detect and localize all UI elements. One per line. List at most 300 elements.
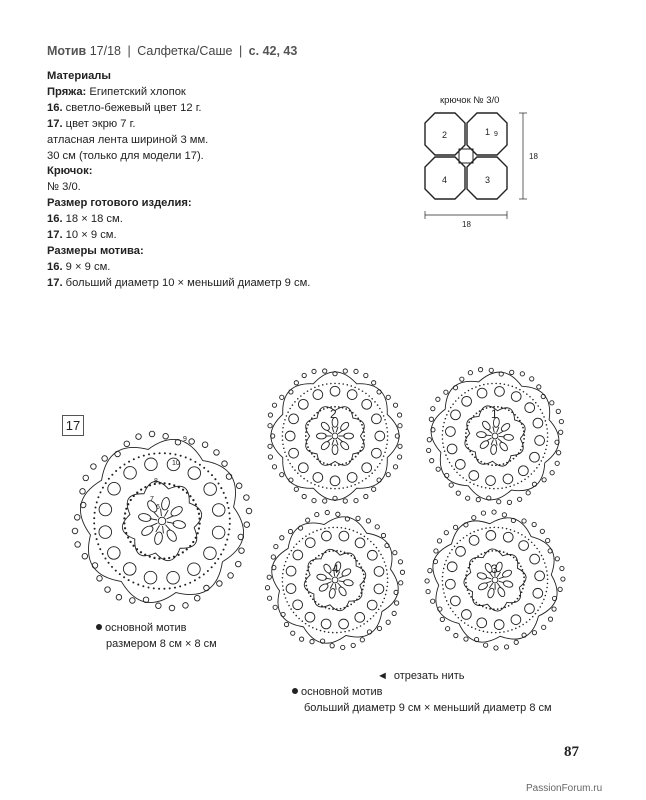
stitch-dot	[133, 495, 135, 497]
chain-loop	[462, 610, 472, 620]
chain-loop	[511, 615, 521, 625]
stitch-dot	[93, 522, 95, 524]
crochet-motif-1	[415, 356, 575, 516]
chain-loop	[188, 467, 201, 480]
stitch-dot	[345, 462, 347, 464]
stitch-dot	[526, 393, 528, 395]
picot	[386, 620, 390, 624]
arrow-left-icon: ◄	[377, 670, 388, 682]
width-label: 18	[462, 220, 471, 229]
stitch-dot	[464, 392, 466, 394]
stitch-dot	[367, 538, 369, 540]
stitch-dot	[482, 408, 484, 410]
round-number: 7	[150, 496, 154, 503]
chain-loop	[144, 571, 157, 584]
chain-loop	[347, 390, 357, 400]
picot	[444, 390, 448, 394]
stitch-dot	[475, 602, 477, 604]
stitch	[336, 440, 338, 446]
stitch-dot	[531, 473, 533, 475]
stitch-dot	[94, 533, 96, 535]
stitch-dot	[340, 608, 342, 610]
picot	[244, 522, 250, 528]
chain-loop	[108, 547, 121, 560]
stitch-dot	[386, 443, 388, 445]
text: 9 × 9 см.	[65, 260, 111, 273]
stitch-dot	[468, 593, 470, 595]
stitch-dot	[282, 585, 284, 587]
stitch-dot	[148, 586, 150, 588]
stitch-dot	[159, 452, 161, 454]
stitch-dot	[99, 491, 101, 493]
stitch-dot	[214, 562, 216, 564]
stitch-dot	[465, 574, 467, 576]
stitch	[493, 426, 494, 432]
stitch-dot	[345, 408, 347, 410]
picot	[532, 522, 536, 526]
stitch-dot	[445, 454, 447, 456]
stitch-dot	[495, 550, 497, 552]
stitch-dot	[198, 522, 200, 524]
picot	[149, 431, 155, 437]
picot	[398, 444, 402, 448]
picot	[537, 385, 541, 389]
stitch-dot	[375, 612, 377, 614]
stitch-dot	[445, 418, 447, 420]
stitch	[165, 525, 170, 531]
stitch-dot	[452, 403, 454, 405]
stitch-dot	[283, 448, 285, 450]
picot	[532, 631, 536, 635]
stitch-dot	[226, 502, 228, 504]
stitch-dot	[336, 608, 338, 610]
stitch-dot	[486, 407, 488, 409]
text: светло-бежевый цвет 12 г.	[65, 101, 202, 114]
chain-loop	[99, 526, 112, 539]
stitch-dot	[143, 455, 145, 457]
stitch-dot	[220, 553, 222, 555]
picot	[268, 444, 272, 448]
stitch-dot	[546, 424, 548, 426]
stitch-dot	[455, 614, 457, 616]
chain-loop	[321, 619, 331, 629]
picot	[115, 451, 121, 457]
stitch-dot	[442, 572, 444, 574]
stitch-dot	[378, 550, 380, 552]
stitch	[330, 583, 333, 588]
stitch-dot	[350, 385, 352, 387]
stitch-dot	[499, 550, 501, 552]
stitch-dot	[513, 458, 515, 460]
stitch-dot	[360, 592, 362, 594]
petal	[169, 505, 184, 518]
stitch-dot	[363, 431, 365, 433]
stitch-dot	[485, 487, 487, 489]
stitch-dot	[387, 431, 389, 433]
stitch-dot	[383, 415, 385, 417]
stitch-dot	[506, 528, 508, 530]
stitch-dot	[514, 530, 516, 532]
stitch-dot	[471, 454, 473, 456]
chain-loop	[305, 538, 315, 548]
stitch-dot	[541, 555, 543, 557]
stitch-dot	[510, 460, 512, 462]
picot	[183, 603, 189, 609]
stitch-dot	[519, 420, 521, 422]
num: 17.	[47, 229, 63, 242]
stitch-dot	[521, 481, 523, 483]
chain-loop	[374, 584, 384, 594]
stitch-dot	[362, 480, 364, 482]
picot	[377, 626, 381, 630]
picot	[105, 587, 111, 593]
picot	[204, 585, 210, 591]
stitch-dot	[546, 428, 548, 430]
picot	[228, 573, 234, 579]
stitch-dot	[536, 548, 538, 550]
picot	[214, 450, 220, 456]
stitch-dot	[385, 594, 387, 596]
stitch-dot	[493, 488, 495, 490]
height-label: 18	[529, 152, 538, 161]
stitch-dot	[217, 558, 219, 560]
stitch-dot	[286, 455, 288, 457]
stitch-dot	[479, 604, 481, 606]
stitch-dot	[320, 410, 322, 412]
stitch-dot	[546, 591, 548, 593]
stitch-dot	[344, 631, 346, 633]
motif-label-1: 1	[491, 407, 498, 421]
stitch-dot	[509, 486, 511, 488]
stitch-dot	[327, 463, 329, 465]
stitch-dot	[489, 608, 491, 610]
stitch-dot	[315, 557, 317, 559]
stitch-dot	[192, 499, 194, 501]
petal	[481, 420, 492, 431]
chain-loop	[503, 532, 513, 542]
stitch-dot	[473, 531, 475, 533]
stitch-dot	[514, 601, 516, 603]
chain-loop	[518, 466, 528, 476]
picot	[75, 542, 81, 548]
chain-loop	[289, 414, 299, 424]
stitch-dot	[499, 383, 501, 385]
stitch-dot	[467, 447, 469, 449]
stitch-dot	[543, 599, 545, 601]
stitch-dot	[338, 383, 340, 385]
stitch-dot	[169, 587, 171, 589]
stitch-dot	[477, 485, 479, 487]
picot	[440, 617, 444, 621]
stitch-dot	[540, 409, 542, 411]
picot	[274, 544, 278, 548]
stitch-dot	[303, 393, 305, 395]
picot	[306, 518, 310, 522]
stitch-dot	[325, 551, 327, 553]
stitch-dot	[195, 537, 197, 539]
stitch-dot	[466, 535, 468, 537]
chain-loop	[212, 504, 225, 517]
stitch-dot	[504, 383, 506, 385]
stitch-dot	[159, 482, 161, 484]
picot	[289, 390, 293, 394]
stitch-dot	[223, 492, 225, 494]
header-title: Салфетка/Саше	[137, 44, 233, 58]
outer-scallops	[272, 517, 398, 643]
stitch-dot	[282, 431, 284, 433]
stitch	[167, 516, 174, 519]
chain-loop	[339, 531, 349, 541]
stitch-dot	[300, 395, 302, 397]
stitch-dot	[163, 482, 165, 484]
stitch-dot	[355, 414, 357, 416]
stitch-dot	[285, 597, 287, 599]
stitch-dot	[342, 407, 344, 409]
stitch-dot	[223, 549, 225, 551]
stitch-dot	[373, 544, 375, 546]
stitch-dot	[499, 464, 501, 466]
petal	[318, 582, 329, 592]
stitch-dot	[442, 438, 444, 440]
stitch-dot	[316, 629, 318, 631]
stitch-dot	[356, 532, 358, 534]
stitch-dot	[547, 574, 549, 576]
stitch-dot	[96, 501, 98, 503]
stitch-dot	[182, 551, 184, 553]
stitch-dot	[136, 548, 138, 550]
petal	[337, 586, 347, 597]
stitch-dot	[477, 555, 479, 557]
stitch-dot	[458, 397, 460, 399]
center-ring	[332, 433, 338, 439]
stitch-dot	[195, 503, 197, 505]
picot	[478, 367, 482, 371]
num: 16.	[47, 213, 63, 226]
petal	[343, 579, 354, 587]
stitch	[327, 438, 332, 441]
stitch-dot	[547, 578, 549, 580]
stitch-dot	[357, 417, 359, 419]
stitch-dot	[477, 459, 479, 461]
stitch-dot	[442, 576, 444, 578]
petal	[320, 440, 331, 451]
stitch-dot	[298, 618, 300, 620]
num: 17.	[47, 276, 63, 289]
stitch-dot	[497, 608, 499, 610]
stitch-dot	[322, 486, 324, 488]
picot	[430, 458, 434, 462]
picot	[453, 386, 457, 390]
stitch-dot	[444, 450, 446, 452]
stitch-dot	[198, 527, 200, 529]
stitch-dot	[473, 415, 475, 417]
stitch-dot	[189, 582, 191, 584]
stitch-dot	[283, 569, 285, 571]
picot	[397, 413, 401, 417]
stitch-dot	[127, 536, 129, 538]
stitch-dot	[536, 467, 538, 469]
stitch-dot	[359, 450, 361, 452]
stitch-dot	[489, 527, 491, 529]
stitch	[496, 440, 497, 446]
stitch-dot	[327, 407, 329, 409]
stitch-dot	[306, 588, 308, 590]
stitch-dot	[528, 476, 530, 478]
picot	[530, 377, 534, 381]
picot	[393, 551, 397, 555]
picot	[386, 473, 390, 477]
chain-loop	[511, 392, 521, 402]
picot	[377, 478, 381, 482]
picot	[385, 543, 389, 547]
stitch-dot	[471, 626, 473, 628]
stitch-dot	[484, 552, 486, 554]
stitch-dot	[332, 608, 334, 610]
stitch-dot	[328, 527, 330, 529]
picot	[265, 586, 269, 590]
stitch-dot	[207, 570, 209, 572]
stitch-dot	[475, 628, 477, 630]
stitch-dot	[341, 527, 343, 529]
stitch-dot	[329, 550, 331, 552]
stitch-dot	[284, 565, 286, 567]
picot	[522, 519, 526, 523]
stitch-dot	[199, 464, 201, 466]
stitch-dot	[542, 412, 544, 414]
petal	[154, 531, 164, 545]
petal	[339, 440, 350, 451]
motif-pattern	[72, 431, 252, 611]
stitch-dot	[352, 458, 354, 460]
stitch-dot	[123, 522, 125, 524]
stitch-dot	[361, 446, 363, 448]
stitch-dot	[124, 463, 126, 465]
stitch-dot	[387, 435, 389, 437]
petal	[477, 582, 488, 592]
stitch-dot	[225, 497, 227, 499]
picot	[372, 381, 376, 385]
petal	[341, 567, 352, 577]
picot	[273, 605, 277, 609]
stitch-dot	[474, 558, 476, 560]
stitch-dot	[505, 487, 507, 489]
stitch-dot	[136, 491, 138, 493]
picot	[492, 510, 496, 514]
picot	[83, 475, 89, 481]
stitch-dot	[128, 461, 130, 463]
stitch-dot	[381, 411, 383, 413]
stitch-dot	[545, 566, 547, 568]
stitch-dot	[295, 615, 297, 617]
stitch-dot	[149, 484, 151, 486]
stitch-dot	[363, 623, 365, 625]
petal	[500, 422, 511, 433]
stitch-dot	[358, 595, 360, 597]
picot	[280, 395, 284, 399]
stitch-dot	[323, 408, 325, 410]
stitch-dot	[289, 463, 291, 465]
picot	[399, 581, 403, 585]
picot	[280, 473, 284, 477]
stitch-dot	[538, 464, 540, 466]
stitch-dot	[374, 469, 376, 471]
stitch-dot	[481, 486, 483, 488]
stitch-dot	[371, 472, 373, 474]
stitch-dot	[493, 527, 495, 529]
stitch	[335, 584, 336, 590]
chain-loop	[494, 620, 504, 630]
stitch-dot	[324, 528, 326, 530]
stitch-dot	[163, 588, 165, 590]
stitch-dot	[546, 570, 548, 572]
stitch-dot	[503, 631, 505, 633]
stitch	[163, 526, 164, 533]
stitch-dot	[229, 518, 231, 520]
stitch-dot	[309, 450, 311, 452]
stitch-dot	[464, 622, 466, 624]
picot	[561, 577, 565, 581]
picot	[532, 482, 536, 486]
chain-loop	[375, 431, 385, 441]
round-number: 6	[156, 504, 160, 511]
stitch-dot	[382, 557, 384, 559]
picot	[429, 417, 433, 421]
picot	[541, 394, 545, 398]
stitch-dot	[521, 591, 523, 593]
stitch-dot	[292, 466, 294, 468]
petal	[497, 586, 507, 597]
stitch-dot	[483, 384, 485, 386]
stitch-dot	[370, 618, 372, 620]
stitch-dot	[313, 456, 315, 458]
chain-loop	[446, 427, 456, 437]
header-motif: Мотив	[47, 44, 87, 58]
chain-loop	[535, 436, 545, 446]
picot	[235, 561, 241, 567]
stitch-dot	[353, 530, 355, 532]
stitch-dot	[524, 478, 526, 480]
chain-loop	[446, 579, 456, 589]
stitch-dot	[297, 398, 299, 400]
chain-loop	[145, 458, 158, 471]
stitch-dot	[326, 487, 328, 489]
text: 18 × 18 см.	[65, 213, 123, 226]
stitch-dot	[353, 601, 355, 603]
stitch-dot	[480, 553, 482, 555]
stitch-dot	[179, 585, 181, 587]
stitch-dot	[362, 589, 364, 591]
stitch-dot	[305, 435, 307, 437]
chain-loop	[293, 550, 303, 560]
stitch-dot	[158, 588, 160, 590]
stitch-dot	[385, 565, 387, 567]
stitch-dot	[320, 460, 322, 462]
motif-pattern	[426, 367, 563, 504]
stitch-dot	[308, 592, 310, 594]
chain-loop	[525, 604, 535, 614]
stitch-dot	[362, 428, 364, 430]
stitch-dot	[305, 577, 307, 579]
chain-loop	[462, 396, 472, 406]
stitch-dot	[93, 517, 95, 519]
stitch-dot	[282, 435, 284, 437]
picot	[80, 489, 86, 495]
stitch-dot	[288, 605, 290, 607]
stitch-dot	[466, 570, 468, 572]
stitch-dot	[336, 550, 338, 552]
stitch-dot	[465, 440, 467, 442]
stitch-dot	[522, 624, 524, 626]
